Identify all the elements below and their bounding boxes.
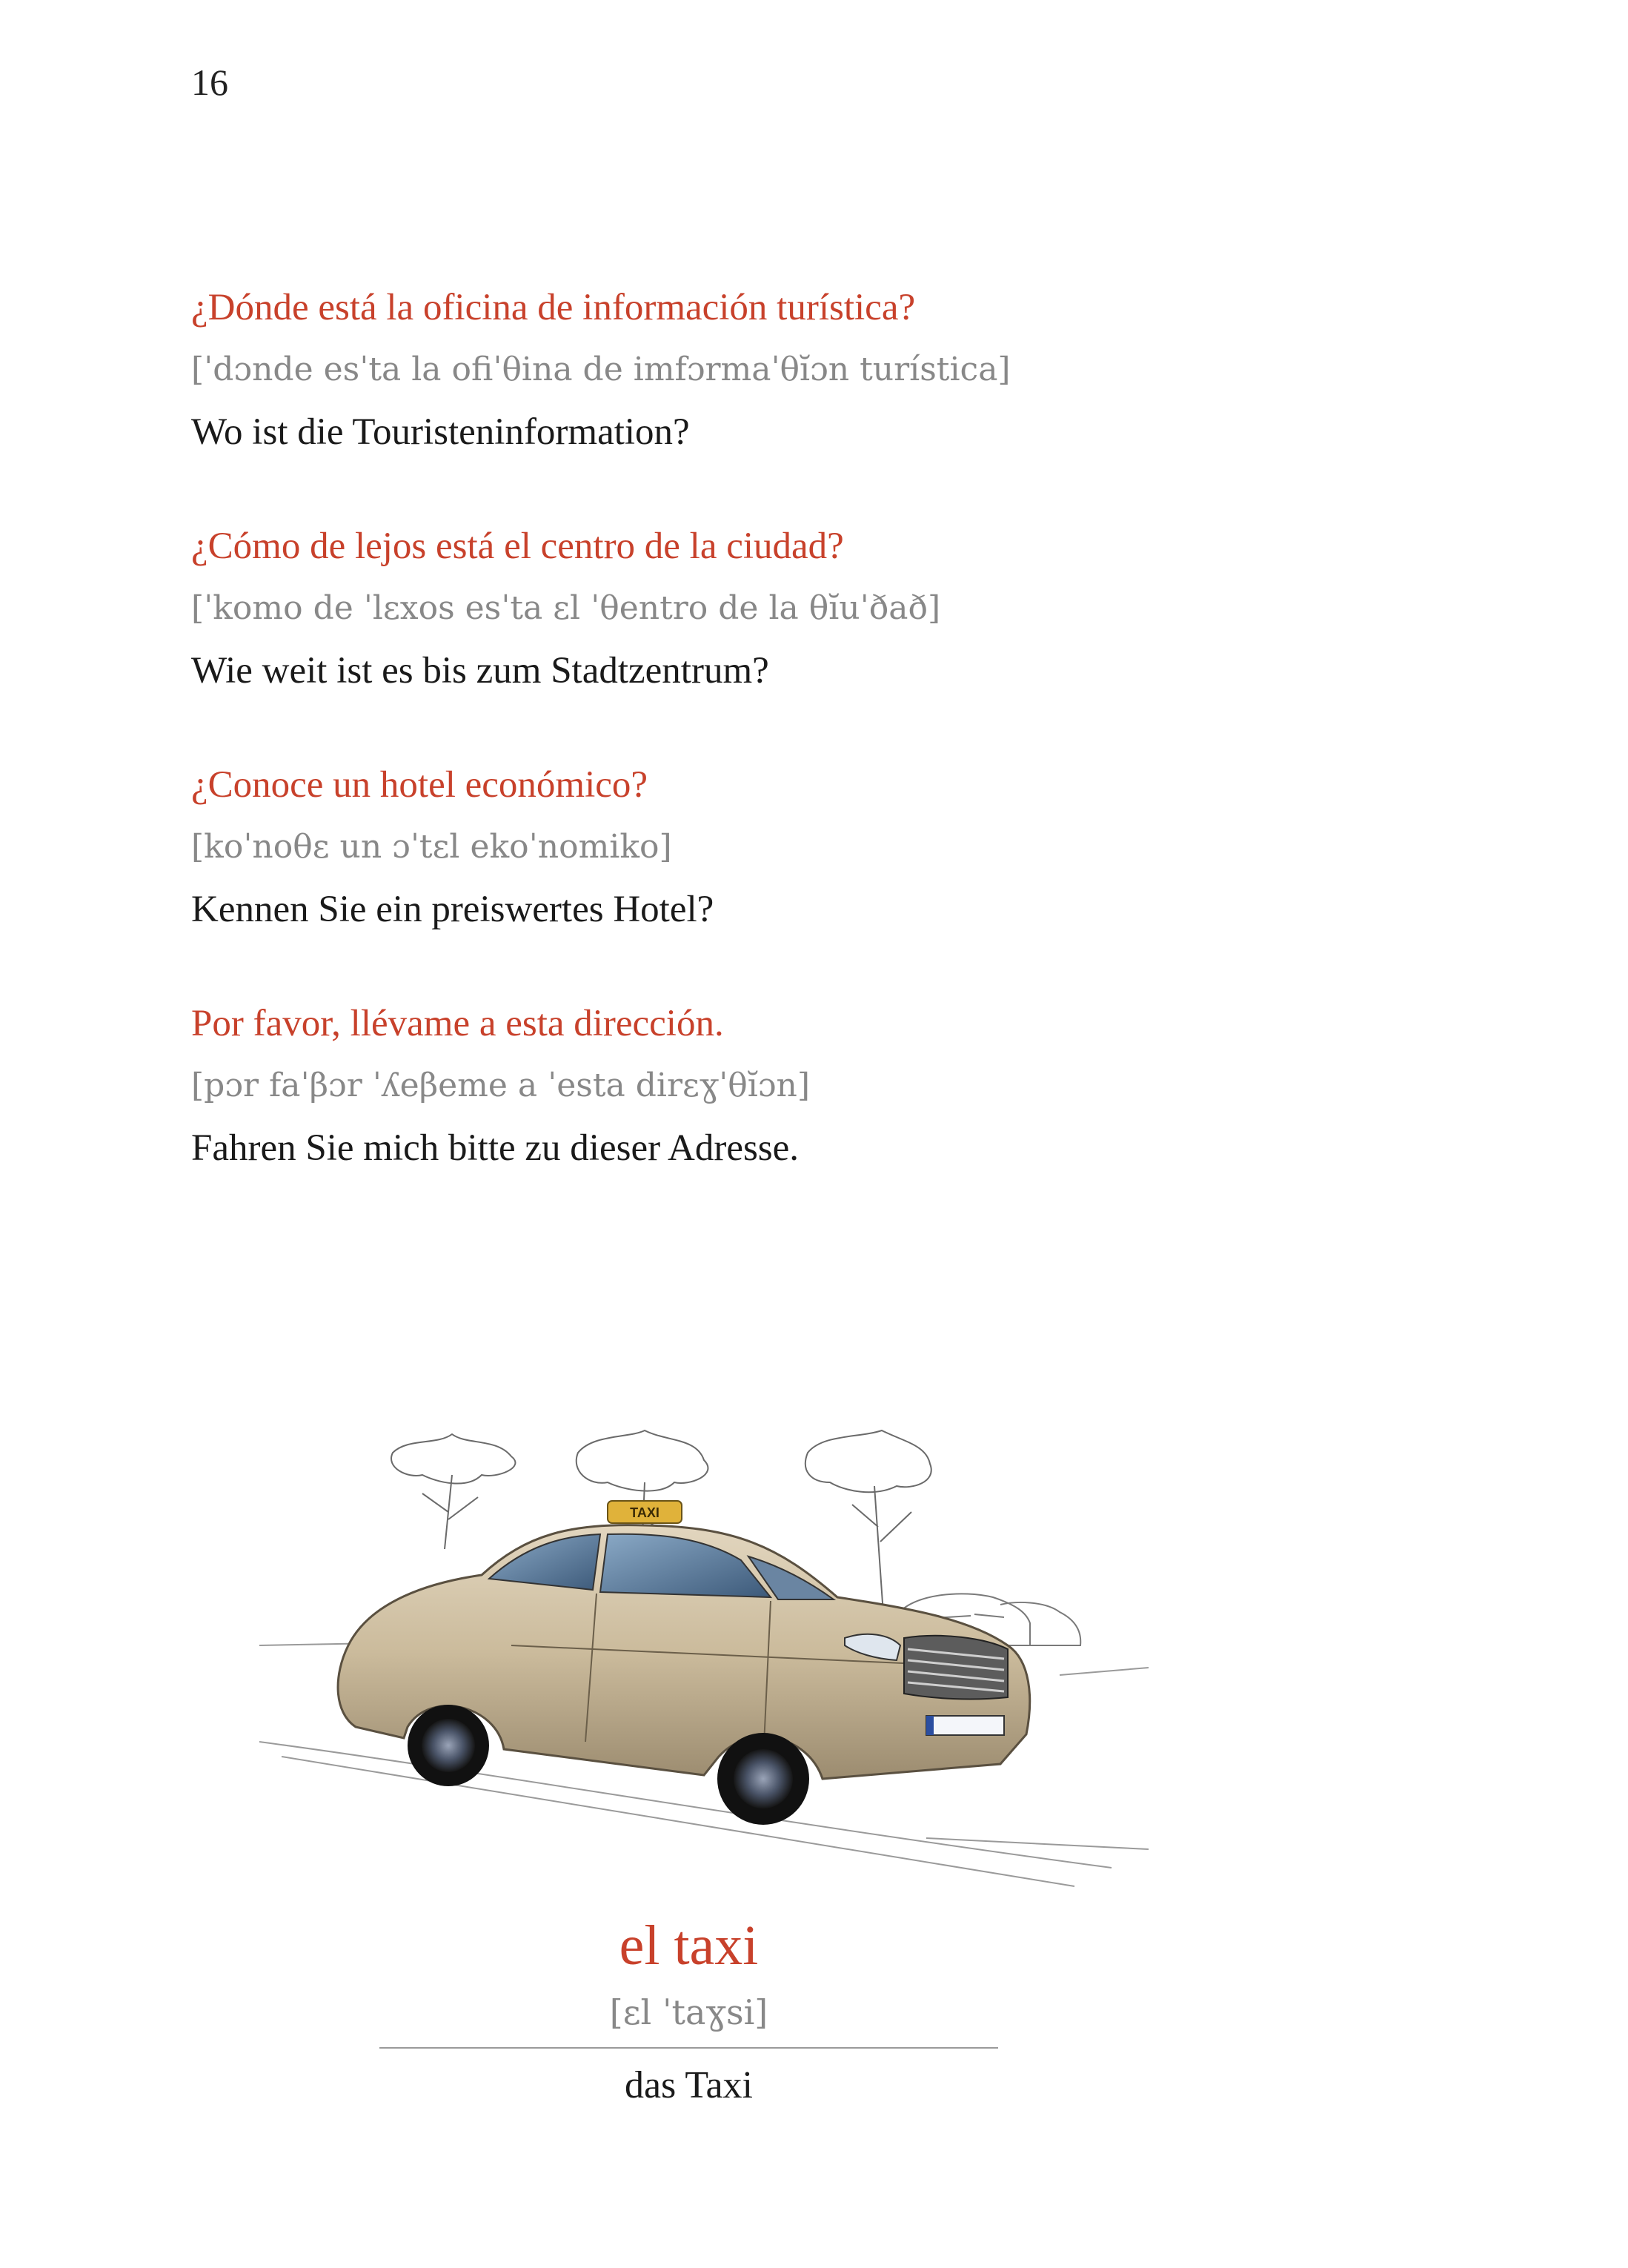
phrase-list <box>191 276 1451 1230</box>
phrase-pronunciation: [koˈnoθɛ un ɔˈtɛl ekoˈnomiko] <box>191 828 672 866</box>
phrase-spanish: Por favor, llévame a esta dirección. <box>191 1003 724 1044</box>
phrase-pronunciation: [pɔr faˈβɔr ˈʎeβeme a ˈesta dirɛɣˈθĭɔn] <box>191 1067 810 1104</box>
phrase-item <box>191 514 1451 703</box>
phrase-item <box>191 753 1451 941</box>
car-wheel-rear <box>408 1705 489 1786</box>
phrase-german: Kennen Sie ein preiswertes Hotel? <box>191 889 714 930</box>
divider <box>379 2047 998 2049</box>
taxi-roof-sign <box>608 1501 682 1523</box>
vocab-german: das Taxi <box>624 2064 754 2106</box>
phrase-german: Wo ist die Touristeninformation? <box>191 411 690 453</box>
license-plate <box>926 1716 1004 1735</box>
vocab-spanish: el taxi <box>619 1914 759 1977</box>
car-grille <box>904 1636 1008 1700</box>
phrase-spanish: ¿Conoce un hotel económico? <box>191 764 648 806</box>
phrase-spanish: ¿Dónde está la oficina de información turística? <box>191 287 916 328</box>
car-wheel-front <box>717 1733 809 1825</box>
taxi-illustration <box>259 1423 1149 1897</box>
phrase-spanish: ¿Cómo de lejos está el centro de la ciudad? <box>191 525 844 567</box>
phrase-pronunciation: [ˈdɔnde esˈta la ofiˈθina de imfɔrmaˈθĭɔn turística] <box>191 351 1011 388</box>
phrase-item <box>191 276 1451 464</box>
phrase-item <box>191 992 1451 1180</box>
page-number: 16 <box>191 62 228 103</box>
taxi-car-icon <box>259 1423 1149 1897</box>
vocabulary-entry <box>379 1905 998 2115</box>
svg-text:TAXI: TAXI <box>630 1505 659 1520</box>
vocab-pronunciation: [ɛl ˈtaɣsi] <box>609 1992 768 2032</box>
phrase-pronunciation: [ˈkomo de ˈlɛxos esˈta ɛl ˈθentro de la θĭuˈðað] <box>191 589 941 627</box>
phrase-german: Wie weit ist es bis zum Stadtzentrum? <box>191 650 769 692</box>
phrase-german: Fahren Sie mich bitte zu dieser Adresse. <box>191 1127 800 1169</box>
